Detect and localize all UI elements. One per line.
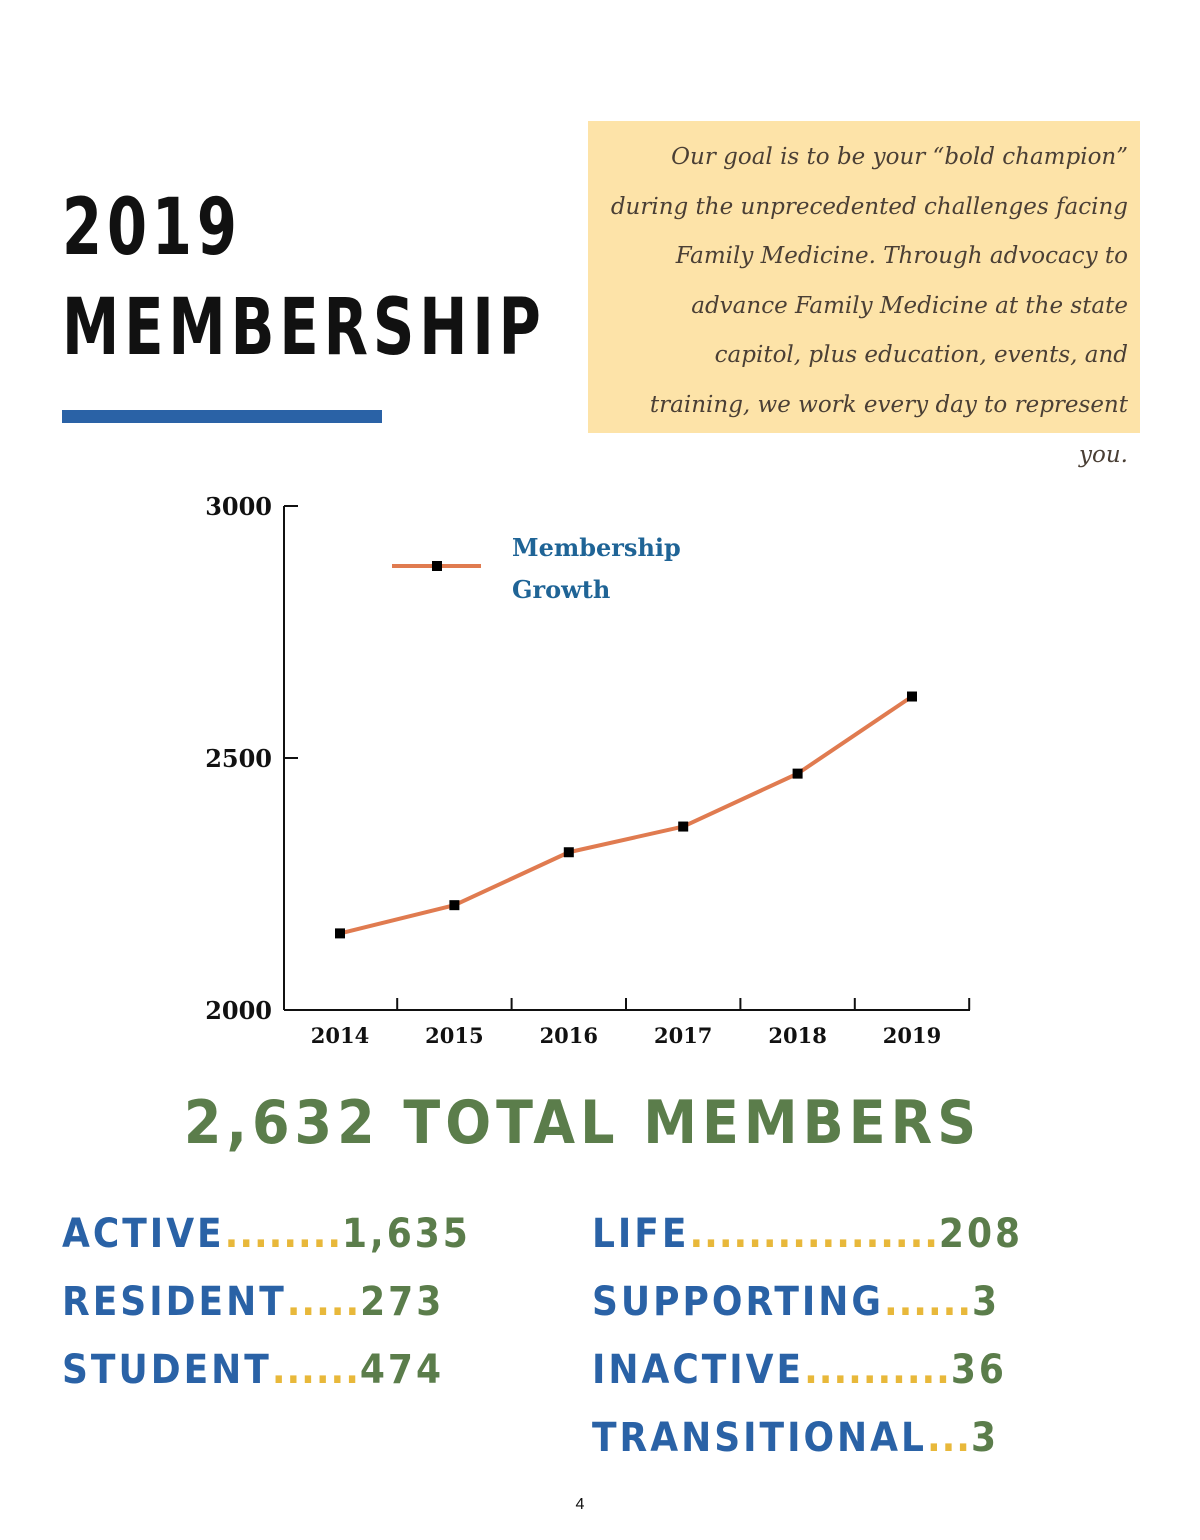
member-stats-left xyxy=(62,1200,471,1404)
stat-value: 273 xyxy=(360,1279,445,1325)
data-point-2017 xyxy=(678,822,688,832)
series-line-membership xyxy=(340,697,912,934)
stat-dots: .......... xyxy=(804,1347,951,1393)
data-point-2015 xyxy=(449,900,459,910)
stat-row-active xyxy=(62,1200,471,1268)
stat-row-student xyxy=(62,1336,471,1404)
legend-label-line1: Membership xyxy=(512,533,681,562)
stat-dots: ..... xyxy=(286,1279,361,1325)
stat-label: STUDENT xyxy=(62,1347,272,1393)
data-point-2016 xyxy=(564,847,574,857)
stat-row-life xyxy=(592,1200,1023,1268)
x-tick-label: 2016 xyxy=(539,1023,599,1048)
stat-value: 3 xyxy=(970,1415,1000,1461)
page-number: 4 xyxy=(575,1496,585,1513)
total-members-heading: 2,632 TOTAL MEMBERS xyxy=(183,1088,982,1158)
stat-row-transitional xyxy=(592,1404,1023,1472)
y-tick-label: 2500 xyxy=(205,744,272,773)
x-tick-label: 2014 xyxy=(310,1023,370,1048)
stat-row-inactive xyxy=(592,1336,1023,1404)
stat-label: RESIDENT xyxy=(62,1279,287,1325)
page-title xyxy=(62,178,546,378)
title-underline xyxy=(62,410,382,423)
x-tick-label: 2015 xyxy=(425,1023,484,1048)
y-tick-label: 3000 xyxy=(205,492,272,521)
legend-marker xyxy=(432,561,442,571)
membership-growth-chart xyxy=(0,470,1200,1070)
stat-value: 3 xyxy=(971,1279,1001,1325)
stat-label: LIFE xyxy=(592,1211,690,1257)
stat-value: 36 xyxy=(950,1347,1007,1393)
legend-label-line2: Growth xyxy=(512,575,611,604)
member-stats-right xyxy=(592,1200,1023,1472)
stat-label: TRANSITIONAL xyxy=(592,1415,927,1461)
stat-label: INACTIVE xyxy=(592,1347,805,1393)
stat-row-supporting xyxy=(592,1268,1023,1336)
stat-label: ACTIVE xyxy=(62,1211,225,1257)
mission-quote-box xyxy=(588,121,1140,468)
mission-quote-text: Our goal is to be your “bold champion” during the unprecedented challenges facing Family Medicine. Through advocacy to advance Family Medicine at the state capitol, plus education, events, and training, we work every day to represent you. xyxy=(610,144,1128,468)
stat-dots: ... xyxy=(926,1415,971,1461)
data-point-2019 xyxy=(907,692,917,702)
stat-value: 474 xyxy=(359,1347,444,1393)
page-title-word: MEMBERSHIP xyxy=(62,283,546,373)
y-tick-label: 2000 xyxy=(205,996,272,1025)
stat-dots: ...... xyxy=(883,1279,972,1325)
data-point-2014 xyxy=(335,928,345,938)
stat-value: 208 xyxy=(938,1211,1024,1257)
page-title-year: 2019 xyxy=(62,183,242,273)
x-tick-label: 2019 xyxy=(882,1023,942,1048)
stat-dots: ................. xyxy=(689,1211,939,1257)
data-point-2018 xyxy=(793,769,803,779)
stat-dots: ........ xyxy=(224,1211,343,1257)
x-tick-label: 2017 xyxy=(653,1023,713,1048)
stat-value: 1,635 xyxy=(342,1211,471,1257)
stat-row-resident xyxy=(62,1268,471,1336)
stat-dots: ...... xyxy=(271,1347,360,1393)
x-tick-label: 2018 xyxy=(768,1023,827,1048)
stat-label: SUPPORTING xyxy=(592,1279,884,1325)
